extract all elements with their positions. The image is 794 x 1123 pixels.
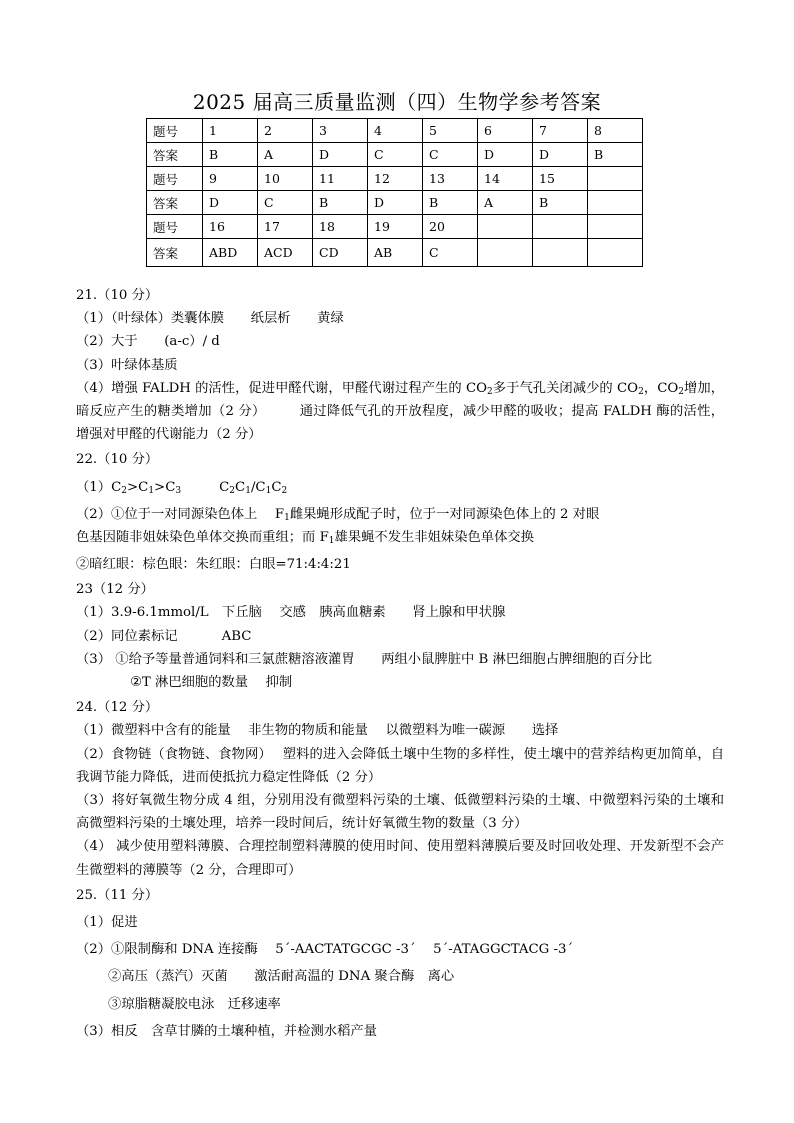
answer-table-cell: CD xyxy=(313,239,368,267)
q25-answer-1: （1）促进 xyxy=(76,915,138,931)
answer-table-cell xyxy=(588,239,643,267)
q23-answer-3-line2: ②T 淋巴细胞的数量 抑制 xyxy=(130,675,293,691)
answer-table-cell: 5 xyxy=(423,119,478,143)
answer-table-row-label: 答案 xyxy=(147,143,203,167)
q22-a2-line2-a: 色基因随非姐妹染色单体交换而重组；而 F xyxy=(76,529,329,545)
answer-table-cell: 11 xyxy=(313,167,368,191)
q21-answer-2: （2）大于 (a-c）/ d xyxy=(76,334,220,350)
q23-answer-2: （2）同位素标记 ABC xyxy=(76,628,252,644)
answer-table-cell: 16 xyxy=(203,215,258,239)
answer-table-cell xyxy=(478,239,533,267)
q22-a1-t4: C xyxy=(219,479,230,495)
answer-table-cell xyxy=(533,239,588,267)
q25-answer-2-line3: ③琼脂糖凝胶电泳 迁移速率 xyxy=(108,996,281,1012)
q21-answer-4-part2: 多于气孔关闭减少的 CO xyxy=(492,380,639,396)
answer-table-cell: B xyxy=(423,191,478,215)
q21-answer-4: （4）增强 FALDH 的活性，促进甲醛代谢，甲醛代谢过程产生的 $CO_2$多于气孔关闭减少的 $CO_2$，$CO_2$增加，暗反应产生的糖类增加（2 分） 通过降低气孔的开放程度，减少甲醛的吸收；提高 FALDH 酶的活性，增强对甲醛的代谢能力（2 分） xyxy=(76,380,724,443)
q22-a1-t3: >C xyxy=(154,479,176,495)
q25-answer-2-line1: （2）①限制酶和 DNA 连接酶 5ˊ-AACTATGCGC -3ˊ 5ˊ-ATAGGCTACG -3ˊ xyxy=(76,942,574,958)
q22-answer-2-line1 xyxy=(76,503,724,526)
answer-table-cell: AB xyxy=(368,239,423,267)
q24-header: 24.（12 分） xyxy=(76,700,159,716)
answer-table-cell: D xyxy=(533,143,588,167)
q22-a1-s1: 2 xyxy=(121,485,127,496)
answer-table-cell: 4 xyxy=(368,119,423,143)
answer-table-row-label: 题号 xyxy=(147,167,203,191)
answer-table-cell: D xyxy=(313,143,368,167)
answer-table-cell: 14 xyxy=(478,167,533,191)
answer-table-cell: B xyxy=(533,191,588,215)
answer-table-cell: 12 xyxy=(368,167,423,191)
q25-answer-2-line2: ②高压（蒸汽）灭菌 激活耐高温的 DNA 聚合酶 离心 xyxy=(108,969,455,985)
q21-answer-3: （3）叶绿体基质 xyxy=(76,357,178,373)
answer-table-cell: 15 xyxy=(533,167,588,191)
answer-table-cell xyxy=(588,215,643,239)
answer-table-cell: 1 xyxy=(203,119,258,143)
answer-table-cell: 8 xyxy=(588,119,643,143)
answer-table-row-label: 答案 xyxy=(147,191,203,215)
q24-answer-4: （4） 减少使用塑料薄膜、合理控制塑料薄膜的使用时间、使用塑料薄膜后要及时回收处理、开发新型不会产生微塑料的薄膜等（2 分，合理即可） xyxy=(76,839,724,878)
answer-table-cell: 19 xyxy=(368,215,423,239)
answer-table-cell xyxy=(588,191,643,215)
q21-answer-4-part4: 增加，暗反应产生的糖类增加（2 分） 通过降低气孔的开放程度，减少甲醛的吸收；提高 FALDH 酶的活性，增强对甲醛的代谢能力（2 分） xyxy=(76,380,724,443)
q23-answer-1: （1）3.9-6.1mmol/L 下丘脑 交感 胰高血糖素 肾上腺和甲状腺 xyxy=(76,605,506,621)
answer-table-cell: B xyxy=(313,191,368,215)
q22-answer-1 xyxy=(76,476,724,499)
answer-table-cell: C xyxy=(423,143,478,167)
q22-a2-line2-sub: 1 xyxy=(328,535,335,546)
answer-table-cell: 7 xyxy=(533,119,588,143)
q23-answer-3-line1: （3） ①给予等量普通饲料和三氯蔗糖溶液灌胃 两组小鼠脾脏中 B 淋巴细胞占脾细胞的百分比 xyxy=(76,651,653,667)
answer-table-cell: 6 xyxy=(478,119,533,143)
answer-table-cell: ABD xyxy=(203,239,258,267)
answer-table-cell: ACD xyxy=(258,239,313,267)
q21-header: 21.（10 分） xyxy=(76,288,159,303)
q24-answer-3: （3）将好氧微生物分成 4 组，分别用没有微塑料污染的土壤、低微塑料污染的土壤、中微塑料污染的土壤和高微塑料污染的土壤处理，培养一段时间后，统计好氧微生物的数量（3 分） xyxy=(76,793,724,832)
answer-table-cell xyxy=(533,215,588,239)
answer-table-cell: B xyxy=(588,143,643,167)
answer-table-row-label: 题号 xyxy=(147,119,203,143)
answer-table-cell: 17 xyxy=(258,215,313,239)
answer-table-row xyxy=(147,239,643,267)
q22-a1-t6: /C xyxy=(250,479,266,495)
answer-table-cell: 9 xyxy=(203,167,258,191)
q22-a2-line1-sub: 1 xyxy=(284,512,290,523)
q22-a1-t2: >C xyxy=(126,479,149,495)
answer-table-row-label: 答案 xyxy=(147,239,203,267)
answer-table-cell: 18 xyxy=(313,215,368,239)
q21-answer-4-part1: （4）增强 FALDH 的活性，促进甲醛代谢，甲醛代谢过程产生的 CO xyxy=(76,380,488,396)
answer-table-cell: A xyxy=(478,191,533,215)
q22-a2-line1-b: 雌果蝇形成配子时，位于一对同源染色体上的 2 对眼 xyxy=(289,506,600,522)
answer-table xyxy=(146,118,643,267)
q22-a2-line2-b: 雄果蝇不发生非姐妹染色单体交换 xyxy=(334,529,534,545)
answer-table-cell: C xyxy=(368,143,423,167)
q23-header: 23（12 分） xyxy=(76,582,154,598)
q22-a1-t1: C xyxy=(111,479,122,495)
answer-table-cell: 20 xyxy=(423,215,478,239)
answer-table-row xyxy=(147,119,643,143)
answer-table-row xyxy=(147,167,643,191)
answer-table-cell: 3 xyxy=(313,119,368,143)
answer-table-row xyxy=(147,143,643,167)
q22-answer-2-line2 xyxy=(76,526,724,549)
answer-table-cell: 2 xyxy=(258,119,313,143)
answer-table-cell: 13 xyxy=(423,167,478,191)
q22-a2-line1-a: （2）①位于一对同源染色体上 F xyxy=(76,506,285,522)
page-title: 2025 届高三质量监测（四）生物学参考答案 xyxy=(192,90,602,114)
q22-a1-prefix: （1） xyxy=(76,479,112,495)
q22-a1-s3: 3 xyxy=(175,485,182,496)
q24-answer-1: （1）微塑料中含有的能量 非生物的物质和能量 以微塑料为唯一碳源 选择 xyxy=(76,723,559,739)
answer-table-cell: 10 xyxy=(258,167,313,191)
q22-a1-t5: C xyxy=(235,479,246,495)
answer-table-row xyxy=(147,191,643,215)
answers-content xyxy=(76,284,724,1043)
q25-header: 25.（11 分） xyxy=(76,887,159,903)
answer-table-cell: B xyxy=(203,143,258,167)
answer-table-cell xyxy=(588,167,643,191)
q22-a1-t7: C xyxy=(271,479,282,495)
q21-answer-1: （1）（叶绿体）类囊体膜 纸层析 黄绿 xyxy=(76,311,344,327)
q25-answer-3: （3）相反 含草甘膦的土壤种植，并检测水稻产量 xyxy=(76,1023,377,1039)
answer-table-cell: D xyxy=(478,143,533,167)
q22-a1-s6: 1 xyxy=(265,485,272,496)
q22-a1-s2: 1 xyxy=(148,485,155,496)
answer-table-cell: D xyxy=(368,191,423,215)
q22-header: 22.（10 分） xyxy=(76,452,159,468)
q24-answer-2: （2）食物链（食物链、食物网） 塑料的进入会降低土壤中生物的多样性，使土壤中的营养结构更加简单，自我调节能力降低，进而使抵抗力稳定性降低（2 分） xyxy=(76,746,724,785)
answer-table-row-label: 题号 xyxy=(147,215,203,239)
q22-a1-s5: 1 xyxy=(245,485,251,496)
answer-table-cell xyxy=(478,215,533,239)
answer-table-cell: C xyxy=(423,239,478,267)
answer-table-cell: A xyxy=(258,143,313,167)
q22-a1-s7: 2 xyxy=(281,485,288,496)
answer-table-row xyxy=(147,215,643,239)
q21-answer-4-part3: ，CO xyxy=(643,380,679,396)
q22-answer-2-line3: ②暗红眼：棕色眼：朱红眼：白眼=71:4:4:21 xyxy=(76,557,351,573)
answer-table-cell: C xyxy=(258,191,313,215)
q22-a1-s4: 2 xyxy=(229,485,236,496)
answer-table-cell: D xyxy=(203,191,258,215)
